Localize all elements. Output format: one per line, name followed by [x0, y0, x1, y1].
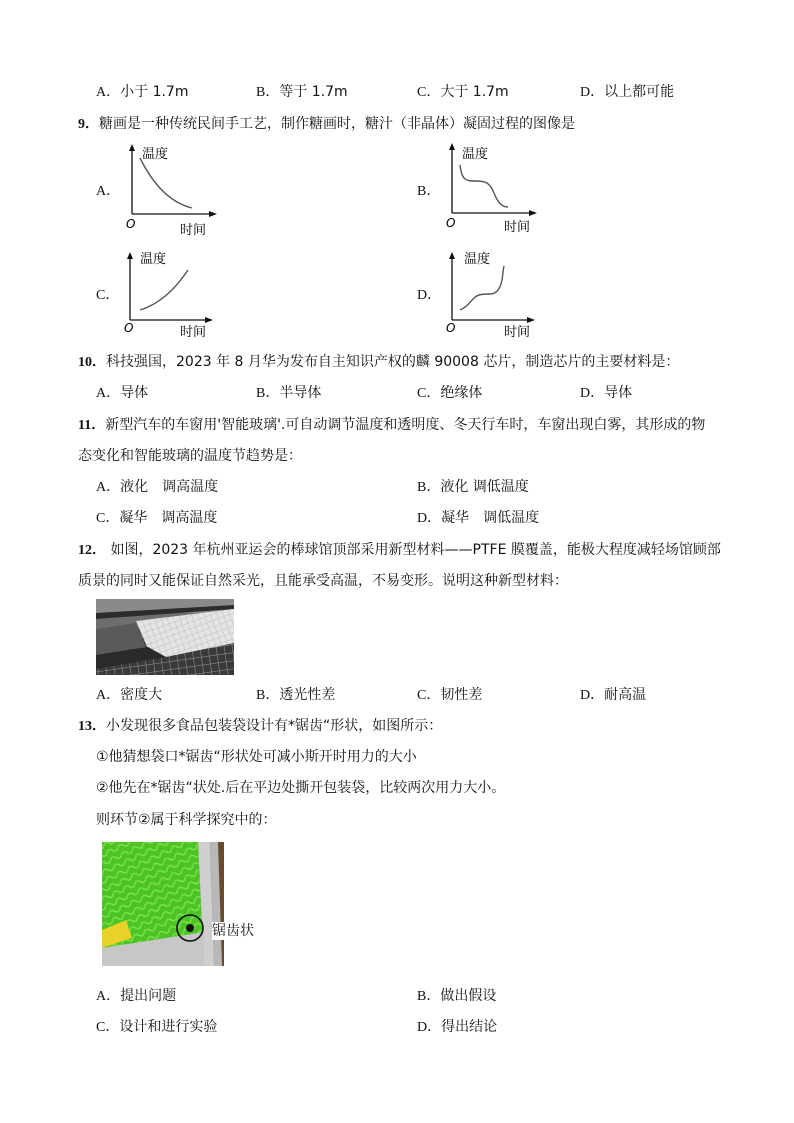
q9-graph-a	[120, 142, 220, 242]
q11-stem-line1: 11．新型汽车的车窗用'智能玻璃'.可自动调节温度和透明度、冬天行车时，车窗出现白雾，其形成的物	[78, 417, 706, 433]
q8-option-c[interactable]: C．大于 1.7m	[417, 84, 509, 100]
q13-stem: 13．小发现很多食品包装袋设计有*锯齿“形状，如图所示：	[78, 718, 443, 734]
q13-option-d[interactable]: D．得出结论	[417, 1019, 498, 1035]
q13-option-b[interactable]: B．做出假设	[417, 988, 497, 1004]
q12-option-b[interactable]: B．透光性差	[256, 687, 336, 703]
stadium-roof-photo	[96, 599, 234, 675]
q9-option-c[interactable]: C．	[96, 288, 120, 303]
q9-option-b[interactable]: B．	[417, 184, 441, 199]
q10-stem: 10．科技强国，2023 年 8 月华为发布自主知识产权的麟 90008 芯片，制造芯片的主要材料是：	[78, 354, 680, 370]
y-axis-label: 温度	[142, 147, 169, 162]
q10-option-c[interactable]: C．绝缘体	[417, 385, 483, 401]
x-axis-label: 时间	[180, 223, 207, 238]
q9-option-a[interactable]: A．	[96, 184, 121, 199]
q13-question: 则环节②属于科学探究中的：	[96, 812, 277, 828]
q13-option-c[interactable]: C．设计和进行实验	[96, 1019, 218, 1035]
q9-graph-c	[118, 246, 218, 346]
serrated-edge-label: 锯齿状	[212, 923, 254, 939]
y-axis-label: 温度	[464, 252, 491, 267]
y-axis-label: 温度	[462, 147, 489, 162]
q11-option-b[interactable]: B．液化 调低温度	[417, 479, 529, 495]
q9-option-d[interactable]: D．	[417, 288, 442, 303]
origin-label: O	[126, 217, 136, 231]
q8-option-b[interactable]: B．等于 1.7m	[256, 84, 348, 100]
q12-option-c[interactable]: C．韧性差	[417, 687, 483, 703]
q10-option-d[interactable]: D．导体	[580, 385, 633, 401]
q9-graph-d	[440, 246, 540, 346]
q12-option-a[interactable]: A．密度大	[96, 687, 163, 703]
x-axis-label: 时间	[504, 325, 531, 340]
q12-stem-line1: 12． 如图，2023 年杭州亚运会的棒球馆顶部采用新型材料——PTFE 膜覆盖，能极大程度减轻场馆顾部	[78, 542, 721, 558]
q8-option-d[interactable]: D．以上都可能	[580, 84, 675, 100]
q8-option-a[interactable]: A．小于 1.7m	[96, 84, 189, 100]
q12-stem-line2: 质景的同时又能保证自然采光，且能承受高温，不易变形。说明这种新型材料：	[78, 573, 568, 589]
x-axis-label: 时间	[504, 220, 531, 235]
q12-option-d[interactable]: D．耐高温	[580, 687, 647, 703]
y-axis-label: 温度	[140, 252, 167, 267]
snack-bag-photo	[102, 842, 224, 966]
q10-option-b[interactable]: B．半导体	[256, 385, 322, 401]
origin-label: O	[446, 216, 456, 230]
origin-label: O	[446, 321, 456, 335]
q11-option-a[interactable]: A．液化 调高温度	[96, 479, 219, 495]
q13-step2: ②他先在*锯齿“状处.后在平边处撕开包装袋，比较两次用力大小。	[96, 780, 506, 796]
q9-stem: 9．糖画是一种传统民间手工艺，制作糖画时，糖汁（非晶体）凝固过程的图像是	[78, 116, 575, 132]
q11-stem-line2: 态变化和智能玻璃的温度节趋势是：	[78, 448, 302, 464]
origin-label: O	[124, 321, 134, 335]
q9-graph-b	[440, 141, 540, 241]
q13-option-a[interactable]: A．提出问题	[96, 988, 177, 1004]
q13-step1: ①他猜想袋口*锯齿“形状处可减小斯开时用力的大小	[96, 749, 417, 765]
q11-option-d[interactable]: D．凝华 调低温度	[417, 510, 540, 526]
q10-option-a[interactable]: A．导体	[96, 385, 149, 401]
x-axis-label: 时间	[180, 325, 207, 340]
q11-option-c[interactable]: C．凝华 调高温度	[96, 510, 218, 526]
